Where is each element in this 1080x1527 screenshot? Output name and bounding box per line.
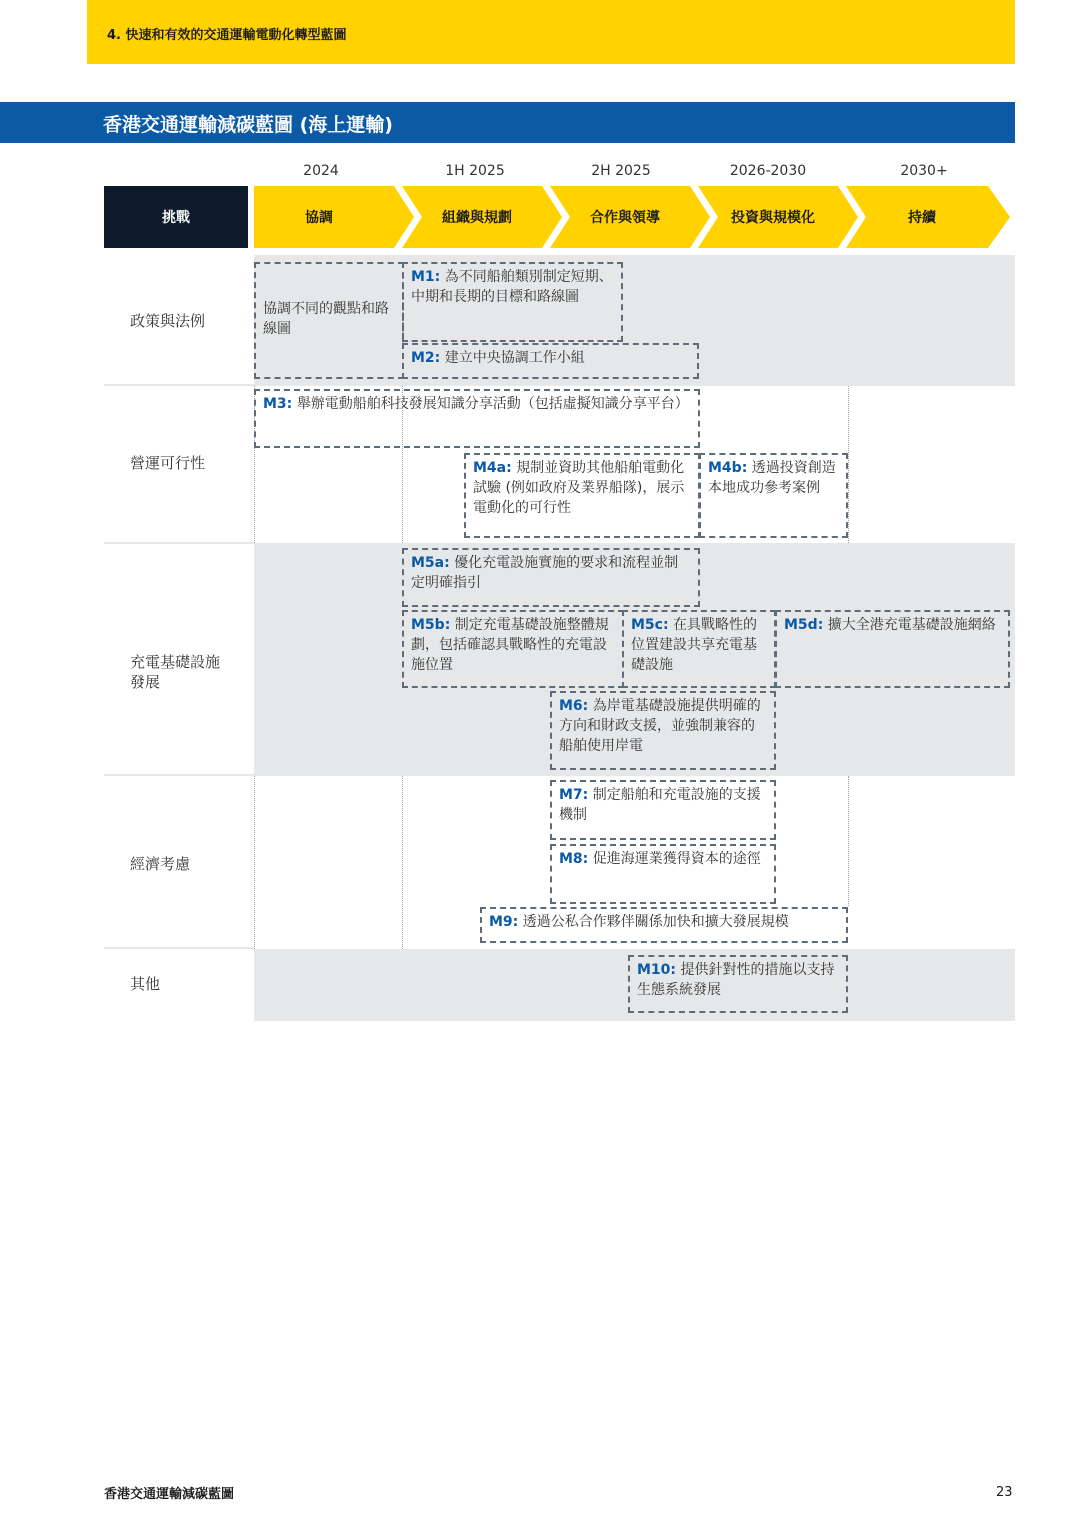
measure-m5a — [402, 548, 700, 607]
measure-text: 規制並資助其他船舶電動化試驗 (例如政府及業界船隊)，展示電動化的可行性 — [473, 460, 685, 516]
phase-label: 投資與規模化 — [731, 210, 815, 226]
measure-code: M5a: — [411, 555, 450, 571]
period-label: 1H 2025 — [445, 163, 505, 179]
measure-m4a — [464, 453, 700, 538]
row-label-other: 其他 — [130, 975, 161, 993]
measure-code: M9: — [489, 914, 519, 930]
measure-m6 — [550, 691, 776, 770]
measure-code: M5d: — [784, 617, 824, 633]
row-label-economic: 經濟考慮 — [130, 855, 191, 873]
period-gridline — [848, 776, 849, 906]
measure-code: M7: — [559, 787, 589, 803]
measure-m1 — [402, 262, 623, 342]
page-number: 23 — [996, 1485, 1013, 1500]
measure-code: M8: — [559, 851, 589, 867]
phase-label: 持續 — [908, 210, 936, 226]
measure-text: 擴大全港充電基礎設施網絡 — [827, 617, 996, 633]
measure-code: M4a: — [473, 460, 512, 476]
section-heading: 4. 快速和有效的交通運輸電動化轉型藍圖 — [107, 28, 347, 43]
measure-text: 透過公私合作夥伴關係加快和擴大發展規模 — [522, 914, 789, 930]
measure-m3 — [254, 389, 700, 448]
measure-code: M6: — [559, 698, 589, 714]
measure-m10 — [628, 955, 848, 1013]
measure-code: M5c: — [631, 617, 669, 633]
measure-text: 提供針對性的措施以支持生態系統發展 — [637, 962, 835, 998]
measure-text: 為不同船舶類別制定短期、中期和長期的目標和路線圖 — [411, 269, 613, 305]
period-gridline — [848, 386, 849, 543]
phase-label: 協調 — [305, 210, 333, 226]
measure-text: 協調不同的觀點和路線圖 — [263, 301, 389, 337]
period-label: 2030+ — [900, 163, 948, 179]
measure-code: M5b: — [411, 617, 451, 633]
measure-code: M3: — [263, 396, 293, 412]
measure-text: 制定充電基礎設施整體規劃，包括確認具戰略性的充電設施位置 — [411, 617, 609, 673]
measure-text: 促進海運業獲得資本的途徑 — [592, 851, 761, 867]
title-bar — [0, 102, 1015, 143]
row-divider — [104, 774, 254, 776]
phase-chevron — [550, 186, 710, 248]
measure-m8 — [550, 844, 776, 904]
measure-m4b — [699, 453, 848, 538]
page-title: 香港交通運輸減碳藍圖 (海上運輸) — [103, 114, 393, 136]
measure-text: 為岸電基礎設施提供明確的方向和財政支援，並強制兼容的船舶使用岸電 — [559, 698, 761, 754]
period-label: 2026-2030 — [729, 163, 807, 179]
phase-chevron — [698, 186, 858, 248]
measure-text: 透過投資創造本地成功參考案例 — [708, 460, 836, 496]
phase-chevron — [254, 186, 414, 248]
measure-code: M10: — [637, 962, 677, 978]
coordination-box — [254, 262, 404, 379]
row-label-charging: 充電基礎設施發展 — [130, 653, 221, 691]
period-label: 2024 — [303, 163, 339, 179]
measure-text: 制定船舶和充電設施的支援機制 — [559, 787, 761, 823]
measure-m5b — [402, 610, 624, 688]
measure-code: M1: — [411, 269, 441, 285]
row-divider — [104, 542, 254, 544]
measure-m5d — [775, 610, 1010, 688]
measure-m5c — [622, 610, 776, 688]
period-label: 2H 2025 — [591, 163, 651, 179]
phase-label: 合作與領導 — [590, 210, 660, 226]
row-label-operations: 營運可行性 — [130, 454, 206, 472]
period-gridline — [254, 776, 255, 949]
row-divider — [104, 384, 254, 386]
measure-text: 優化充電設施實施的要求和流程並制定明確指引 — [411, 555, 679, 591]
footer-title: 香港交通運輸減碳藍圖 — [104, 1487, 235, 1502]
row-label-policy: 政策與法例 — [130, 312, 206, 330]
measure-text: 舉辦電動船舶科技發展知識分享活動（包括虛擬知識分享平台） — [296, 396, 689, 412]
measure-m9 — [480, 907, 848, 943]
measure-text: 建立中央協調工作小組 — [444, 350, 585, 366]
period-gridline — [402, 776, 403, 949]
section-banner — [87, 0, 1015, 64]
measure-m2 — [402, 343, 699, 379]
phase-chevron — [402, 186, 562, 248]
measure-text: 在具戰略性的位置建設共享充電基礎設施 — [631, 617, 758, 673]
measure-code: M4b: — [708, 460, 748, 476]
measure-code: M2: — [411, 350, 441, 366]
phase-label: 組織與規劃 — [442, 210, 512, 226]
challenge-header: 挑戰 — [104, 186, 248, 248]
row-divider — [104, 947, 254, 949]
phase-chevron — [846, 186, 1010, 248]
measure-m7 — [550, 780, 776, 840]
